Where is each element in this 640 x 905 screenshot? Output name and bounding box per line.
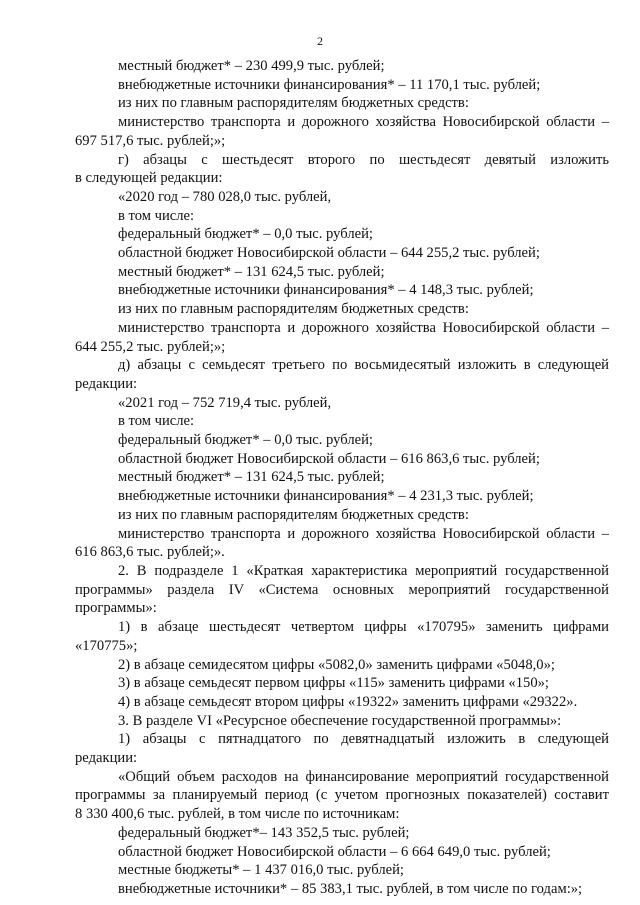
text-line: министерство транспорта и дорожного хозяйства Новосибирской области – <box>118 114 609 131</box>
text-line: «2021 год – 752 719,4 тыс. рублей, <box>118 394 332 411</box>
text-line: министерство транспорта и дорожного хозяйства Новосибирской области – <box>118 525 609 542</box>
text-line: программы за планируемый период (с учетом прогнозных показателей) составит <box>75 787 609 804</box>
text-line: областной бюджет Новосибирской области – 644 255,2 тыс. рублей; <box>118 245 540 262</box>
text-line: программы» раздела IV «Система основных мероприятий государственной <box>75 581 609 598</box>
text-line: 644 255,2 тыс. рублей;»; <box>75 338 226 355</box>
text-line: федеральный бюджет* – 0,0 тыс. рублей; <box>118 432 373 449</box>
text-line: 1) в абзаце шестьдесят четвертом цифры «170795» заменить цифрами <box>118 619 609 636</box>
text-line: местный бюджет* – 230 499,9 тыс. рублей; <box>118 58 385 74</box>
text-line: внебюджетные источники финансирования* – 4 148,3 тыс. рублей; <box>118 282 534 299</box>
text-line: 2. В подразделе 1 «Краткая характеристика мероприятий государственной <box>118 562 609 579</box>
text-line: д) абзацы с семьдесят третьего по восьмидесятый изложить в следующей <box>118 357 609 374</box>
text-line: программы»: <box>75 600 157 617</box>
text-line: «170775»; <box>75 637 138 654</box>
text-line: г) абзацы с шестьдесят второго по шестьдесят девятый изложить <box>118 151 609 168</box>
text-line: внебюджетные источники* – 85 383,1 тыс. рублей, в том числе по годам:»; <box>118 880 583 897</box>
text-line: из них по главным распорядителям бюджетных средств: <box>118 95 469 112</box>
text-line: внебюджетные источники финансирования* – 4 231,3 тыс. рублей; <box>118 488 534 505</box>
text-line: 3. В разделе VI «Ресурсное обеспечение государственной программы»: <box>118 712 562 729</box>
text-line: местный бюджет* – 131 624,5 тыс. рублей; <box>118 469 385 486</box>
text-line: местные бюджеты* – 1 437 016,0 тыс. рублей; <box>118 862 404 879</box>
text-line: федеральный бюджет* – 0,0 тыс. рублей; <box>118 226 373 243</box>
text-line: 1) абзацы с пятнадцатого по девятнадцатый изложить в следующей <box>118 731 609 748</box>
text-line: 616 863,6 тыс. рублей;». <box>75 544 225 561</box>
text-line: местный бюджет* – 131 624,5 тыс. рублей; <box>118 263 385 280</box>
text-line: внебюджетные источники финансирования* – 11 170,1 тыс. рублей; <box>118 76 541 93</box>
text-line: редакции: <box>75 750 138 767</box>
page-number: 2 <box>317 34 323 48</box>
text-line: 4) в абзаце семьдесят втором цифры «19322» заменить цифрами «29322». <box>118 693 578 710</box>
text-line: «Общий объем расходов на финансирование мероприятий государственной <box>118 768 609 785</box>
text-line: в том числе: <box>118 207 195 224</box>
text-line: в том числе: <box>118 413 195 430</box>
text-line: областной бюджет Новосибирской области – 616 863,6 тыс. рублей; <box>118 450 540 467</box>
text-line: 2) в абзаце семидесятом цифры «5082,0» заменить цифрами «5048,0»; <box>118 656 555 673</box>
document-body <box>75 57 609 899</box>
text-line: 8 330 400,6 тыс. рублей, в том числе по источникам: <box>75 806 400 823</box>
text-line: в следующей редакции: <box>75 170 223 187</box>
text-line: федеральный бюджет*– 143 352,5 тыс. рублей; <box>118 824 410 841</box>
text-line: министерство транспорта и дорожного хозяйства Новосибирской области – <box>118 319 609 336</box>
text-line: из них по главным распорядителям бюджетных средств: <box>118 301 469 318</box>
text-line: редакции: <box>75 375 138 392</box>
text-line: из них по главным распорядителям бюджетных средств: <box>118 506 469 523</box>
text-line: областной бюджет Новосибирской области – 6 664 649,0 тыс. рублей; <box>118 843 551 860</box>
text-line: 3) в абзаце семьдесят первом цифры «115» заменить цифрами «150»; <box>118 675 549 692</box>
text-line: 697 517,6 тыс. рублей;»; <box>75 132 226 149</box>
text-line: «2020 год – 780 028,0 тыс. рублей, <box>118 188 332 205</box>
